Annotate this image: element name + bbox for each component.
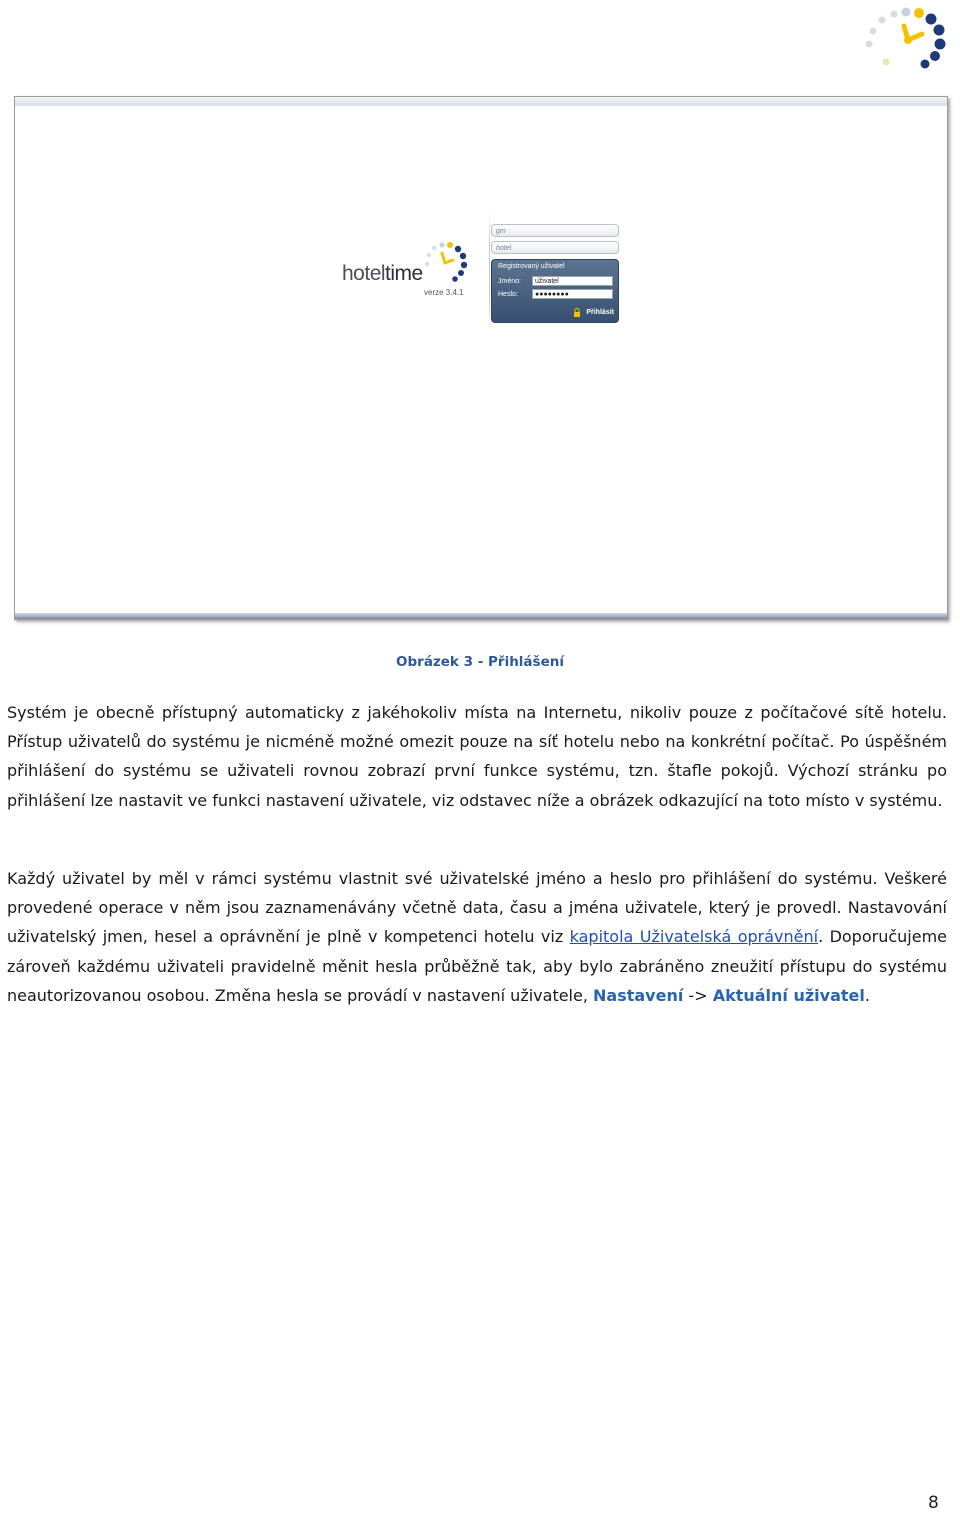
clock-logo-icon — [858, 4, 950, 72]
version-label: verze 3.4.1 — [424, 288, 464, 297]
sentence-end: . — [864, 985, 870, 1005]
login-screenshot — [14, 96, 948, 620]
screenshot-top-bar — [15, 97, 947, 106]
chapter-link[interactable]: kapitola Uživatelská oprávnění — [569, 927, 819, 947]
logo-wordmark: hoteltime — [342, 262, 423, 285]
page-number: 8 — [928, 1493, 939, 1513]
password-input[interactable]: ●●●●●●●● — [532, 289, 613, 299]
login-panel-title: Registrovaný uživatel — [498, 263, 565, 270]
hotel-field[interactable]: hotel — [491, 241, 619, 254]
database-field[interactable]: gm — [491, 224, 619, 237]
paragraph-users-text-2: . Doporučujeme zároveň každému uživateli pravidelně měnit hesla průběžně tak, aby bylo zabráněno zneužití přístupu do systému neautorizovanou osobou. Změna hesla se provádí v nastavení uživatele, — [7, 927, 947, 1005]
name-label: Jméno: — [498, 278, 521, 285]
figure-caption: Obrázek 3 - Přihlášení — [396, 654, 564, 670]
menu-settings: Nastavení — [593, 985, 684, 1005]
password-label: Heslo: — [498, 291, 518, 298]
lock-icon — [573, 308, 581, 317]
menu-arrow: -> — [683, 985, 713, 1005]
paragraph-users-text: Každý uživatel by měl v rámci systému vlastnit své uživatelské jméno a heslo pro přihlášení do systému. Veškeré provedené operace v něm jsou zaznamenávány včetně data, času a jména uživatele, který je provedl. Nastavování uživatelský jmen, hesel a oprávnění je plně v kompetenci hotelu viz — [7, 869, 947, 947]
hoteltime-logo — [342, 240, 468, 304]
screenshot-bottom-bar — [15, 613, 947, 619]
paragraph-access: Systém je obecně přístupný automaticky z jakéhokoliv místa na Internetu, nikoliv pouze z počítačové sítě hotelu. Přístup uživatelů do systému je nicméně možné omezit pouze na síť hotelu nebo na konkrétní počítač. Po úspěšném přihlášení do systému se uživateli rovnou zobrazí první funkce systému, tzn. štafle pokojů. Výchozí stránku po přihlášení lze nastavit ve funkci nastavení uživatele, viz odstavec níže a obrázek odkazující na toto místo v systému. — [7, 703, 947, 810]
menu-current-user: Aktuální uživatel — [712, 985, 865, 1005]
login-button[interactable]: Přihlásit — [586, 309, 614, 316]
username-input[interactable]: uživatel — [532, 276, 613, 286]
login-panel — [491, 259, 619, 323]
logo-divider — [489, 207, 490, 333]
paragraph-users — [7, 864, 947, 1010]
hoteltime-clock-icon — [420, 240, 470, 286]
